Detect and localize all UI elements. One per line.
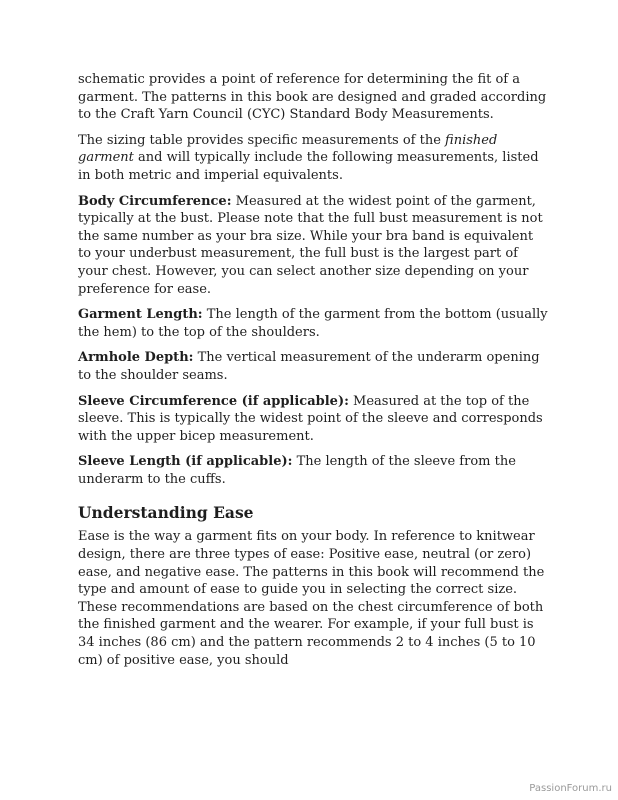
definition-text: Measured at the top of the sleeve. This is typically the widest point of the sleeve and corresponds with the upper bicep measurement. [78, 393, 543, 444]
definition-armhole-depth [78, 349, 548, 384]
ease-paragraph: Ease is the way a garment fits on your body. In reference to knitwear design, there are three types of ease: Positive ease, neutral (or zero) ease, and negative ease. The patterns in this book will recommend the type and amount of ease to guide you in selecting the correct size. These recommendations are based on the chest circumference of both the finished garment and the wearer. For example, if your full bust is 34 inches (86 cm) and the pattern recommends 2 to 4 inches (5 to 10 cm) of positive ease, you should [78, 529, 545, 668]
section-heading: Understanding Ease [78, 503, 254, 523]
intro-paragraph-2 [78, 132, 548, 185]
intro-paragraph-1: schematic provides a point of reference for determining the fit of a garment. The patterns in this book are designed and graded according to the Craft Yarn Council (CYC) Standard Body Measurements. [78, 72, 547, 123]
definition-garment-length [78, 306, 548, 341]
definition-sleeve-length [78, 453, 548, 488]
watermark: PassionForum.ru [529, 783, 612, 794]
definition-text: The vertical measurement of the underarm opening to the shoulder seams. [78, 350, 540, 383]
definition-term: Garment Length: [78, 307, 203, 323]
definition-body-circumference [78, 193, 548, 299]
intro-paragraph-2-end: and will typically include the following measurements, listed in both metric and imperial equivalents. [78, 150, 539, 183]
page-content [78, 71, 548, 677]
definition-term: Armhole Depth: [78, 350, 194, 366]
definition-sleeve-circumference [78, 393, 548, 446]
definition-text: Measured at the widest point of the garment, typically at the bust. Please note that the full bust measurement is not the same number as your bra size. While your bra band is equivalent to your underbust measurement, the full bust is the largest part of your chest. However, you can select another size depending on your preference for ease. [78, 193, 543, 297]
definition-term: Sleeve Length (if applicable): [78, 454, 293, 470]
definition-text: The length of the garment from the bottom (usually the hem) to the top of the shoulders. [78, 307, 548, 340]
definition-text: The length of the sleeve from the underarm to the cuffs. [78, 454, 516, 487]
definition-term: Body Circumference: [78, 193, 232, 209]
finished-garment-emphasis: finished garment [78, 132, 498, 166]
definition-term: Sleeve Circumference (if applicable): [78, 393, 349, 409]
intro-paragraph-2-start: The sizing table provides specific measurements of the [78, 132, 446, 148]
